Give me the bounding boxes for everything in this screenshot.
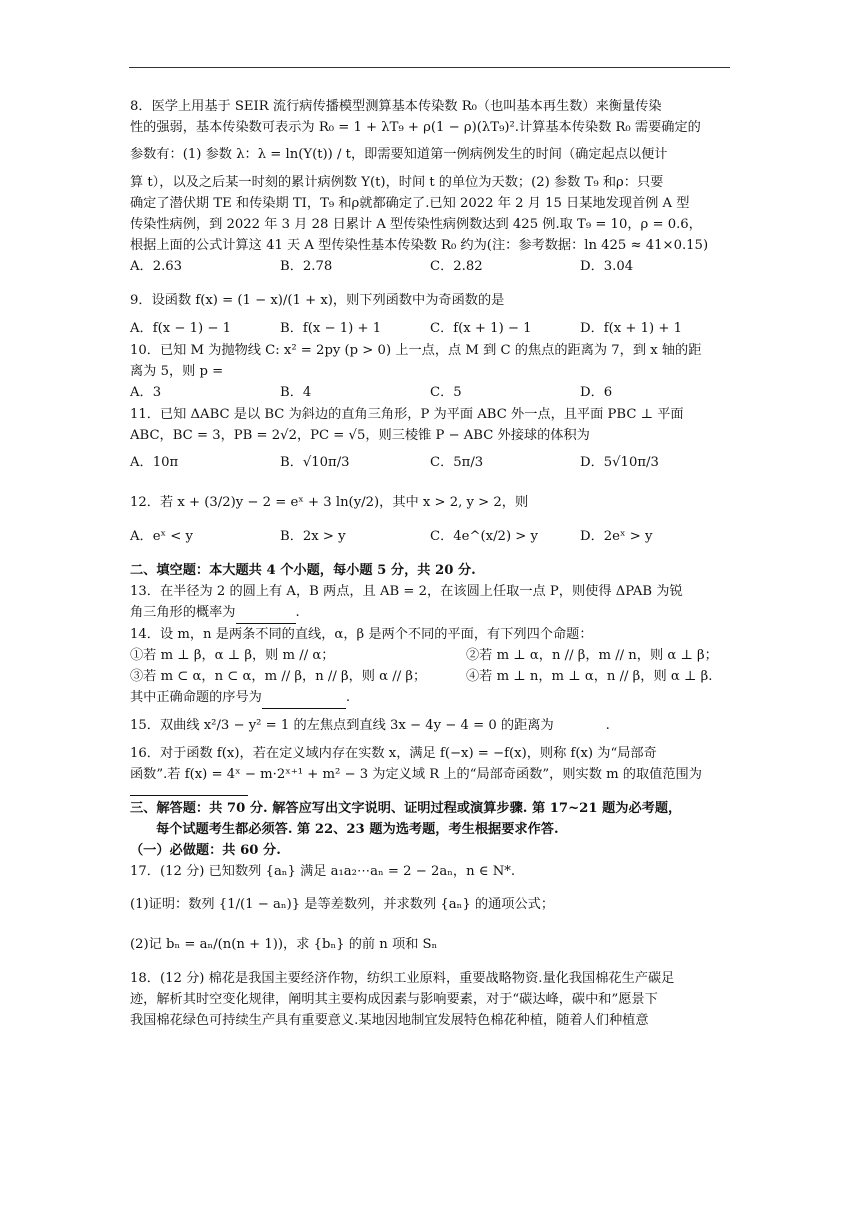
q12-option-d: D．2eˣ > y — [580, 529, 653, 544]
q17-line-3: (2)记 bₙ = aₙ/(n(n + 1))，求 {bₙ} 的前 n 项和 Sₙ — [130, 937, 438, 952]
q10-line-1: 10．已知 M 为抛物线 C: x² = 2py (p > 0) 上一点，点 M 到 C 的焦点的距离为 7，到 x 轴的距 — [130, 343, 702, 358]
q13-line-2-text: 角三角形的概率为 — [130, 605, 236, 620]
header-rule — [129, 67, 730, 68]
q15-answer-blank — [554, 709, 606, 743]
section-3-line-1: 三、解答题：共 70 分. 解答应写出文字说明、证明过程或演算步骤. 第 17~21 题为必考题， — [130, 801, 682, 816]
q14-prop-4: ④若 m ⊥ n，m ⊥ α，n // β，则 α ⊥ β. — [466, 669, 713, 684]
q10-options — [130, 382, 730, 404]
q9-option-d: D．f(x + 1) + 1 — [580, 321, 683, 336]
q8-option-d: D．3.04 — [580, 259, 634, 274]
q16-line-2: 函数”.若 f(x) = 4ˣ − m·2ˣ⁺¹ + m² − 3 为定义域 R 上的“局部奇函数”，则实数 m 的取值范围为 — [130, 767, 702, 782]
q10-line-2: 离为 5，则 p = — [130, 364, 224, 379]
question-12 — [130, 486, 730, 554]
question-15 — [130, 709, 730, 743]
q15-stem: 15．双曲线 x²/3 − y² = 1 的左焦点到直线 3x − 4y − 4 = 0 的距离为 . — [130, 709, 730, 743]
question-9 — [130, 284, 730, 340]
q13-answer-blank — [236, 602, 296, 624]
question-13 — [130, 581, 730, 624]
q11-line-2: ABC，BC = 3，PB = 2√2，PC = √5，则三棱锥 P − ABC 外接球的体积为 — [130, 428, 590, 443]
q8-line-3: 参数有：(1) 参数 λ：λ = ln(Y(t)) / t，即需要知道第一例病例发生的时间（确定起点以便计 — [130, 147, 668, 162]
q14-prop-2: ②若 m ⊥ α，n // β，m // n，则 α ⊥ β； — [466, 648, 718, 663]
q16-line-1: 16．对于函数 f(x)，若在定义域内存在实数 x，满足 f(−x) = −f(x)，则称 f(x) 为“局部奇 — [130, 746, 657, 761]
q14-prop-3: ③若 m ⊂ α，n ⊂ α，m // β，n // β，则 α // β； — [130, 669, 427, 684]
q9-option-c: C．f(x + 1) − 1 — [430, 321, 532, 336]
question-17 — [130, 861, 730, 962]
q17-line-2: (1)证明：数列 {1/(1 − aₙ)} 是等差数列，并求数列 {aₙ} 的通项公式； — [130, 897, 555, 912]
q13-line-2: 角三角形的概率为 . — [130, 602, 730, 624]
section-3-line-2: 每个试题考生都必须答. 第 22、23 题为选考题，考生根据要求作答. — [156, 822, 559, 837]
q8-option-a: A．2.63 — [130, 259, 183, 274]
q12-option-a: A．eˣ < y — [130, 529, 193, 544]
question-18 — [130, 968, 730, 1031]
q9-stem: 9．设函数 f(x) = (1 − x)/(1 + x)，则下列函数中为奇函数的是 — [130, 293, 505, 308]
q12-options — [130, 520, 730, 554]
q9-option-b: B．f(x − 1) + 1 — [280, 321, 382, 336]
q9-option-a: A．f(x − 1) − 1 — [130, 321, 231, 336]
section-2-heading: 二、填空题：本大题共 4 个小题，每小题 5 分，共 20 分. — [130, 563, 476, 578]
q14-answer-blank — [262, 687, 346, 709]
q18-line-3: 我国棉花绿色可持续生产具有重要意义.某地因地制宜发展特色棉花种植，随着人们种植意 — [130, 1013, 649, 1028]
q14-line-1: 14．设 m，n 是两条不同的直线，α，β 是两个不同的平面，有下列四个命题： — [130, 627, 593, 642]
q10-option-c: C．5 — [430, 385, 462, 400]
q16-answer-blank — [130, 785, 248, 796]
q10-option-a: A．3 — [130, 385, 162, 400]
q13-line-1: 13．在半径为 2 的圆上有 A，B 两点，且 AB = 2，在该圆上任取一点 P，则使得 ΔPAB 为锐 — [130, 584, 683, 599]
q12-stem: 12．若 x + (3/2)y − 2 = eˣ + 3 ln(y/2)，其中 x > 2, y > 2，则 — [130, 495, 529, 510]
q15-stem-text: 15．双曲线 x²/3 − y² = 1 的左焦点到直线 3x − 4y − 4 = 0 的距离为 — [130, 718, 554, 733]
q10-option-d: D．6 — [580, 385, 613, 400]
q11-options — [130, 446, 730, 480]
q9-options — [130, 318, 730, 340]
question-11 — [130, 404, 730, 480]
q8-line-2: 性的强弱，基本传染数可表示为 R₀ = 1 + λT₉ + ρ(1 − ρ)(λT₉)².计算基本传染数 R₀ 需要确定的 — [130, 120, 701, 135]
exam-page — [130, 96, 730, 1031]
section-3-heading — [130, 798, 730, 861]
question-8 — [130, 96, 730, 278]
q18-line-2: 迹，解析其时空变化规律，阐明其主要构成因素与影响要素，对于“碳达峰，碳中和”愿景下 — [130, 992, 658, 1007]
q12-option-b: B．2x > y — [280, 529, 346, 544]
q14-props-row-2 — [130, 666, 730, 687]
question-10 — [130, 340, 730, 404]
q10-option-b: B．4 — [280, 385, 312, 400]
question-16 — [130, 743, 730, 796]
q14-line-3-text: 其中正确命题的序号为 — [130, 690, 262, 705]
q8-line-6: 传染性病例，到 2022 年 3 月 28 日累计 A 型传染性病例数达到 425 例.取 T₉ = 10，ρ = 0.6， — [130, 217, 702, 232]
q17-line-1: 17．(12 分) 已知数列 {aₙ} 满足 a₁a₂⋯aₙ = 2 − 2aₙ，n ∈ N*. — [130, 864, 516, 879]
q14-prop-1: ①若 m ⊥ β，α ⊥ β，则 m // α； — [130, 648, 335, 663]
q8-option-c: C．2.82 — [430, 259, 483, 274]
q8-options — [130, 256, 730, 278]
q8-option-b: B．2.78 — [280, 259, 333, 274]
question-14 — [130, 624, 730, 709]
q12-option-c: C．4e^(x/2) > y — [430, 529, 538, 544]
section-3-line-3: （一）必做题：共 60 分. — [130, 843, 281, 858]
q8-line-7: 根据上面的公式计算这 41 天 A 型传染性基本传染数 R₀ 约为(注：参考数据：ln 425 ≈ 41×0.15) — [130, 238, 709, 253]
q11-option-d: D．5√10π/3 — [580, 455, 659, 470]
q11-option-c: C．5π/3 — [430, 455, 484, 470]
q18-line-1: 18．(12 分) 棉花是我国主要经济作物，纺织工业原料，重要战略物资.量化我国棉花生产碳足 — [130, 971, 675, 986]
q14-props-row-1 — [130, 645, 730, 666]
q8-line-5: 确定了潜伏期 TE 和传染期 TI，T₉ 和ρ就都确定了.已知 2022 年 2 月 15 日某地发现首例 A 型 — [130, 196, 690, 211]
q11-option-b: B．√10π/3 — [280, 455, 350, 470]
q11-option-a: A．10π — [130, 455, 179, 470]
q14-line-3: 其中正确命题的序号为 . — [130, 687, 730, 709]
q8-line-4: 算 t），以及之后某一时刻的累计病例数 Y(t)，时间 t 的单位为天数；(2) 参数 T₉ 和ρ：只要 — [130, 175, 664, 190]
q11-line-1: 11．已知 ΔABC 是以 BC 为斜边的直角三角形，P 为平面 ABC 外一点，且平面 PBC ⊥ 平面 — [130, 407, 684, 422]
q8-line-1: 8．医学上用基于 SEIR 流行病传播模型测算基本传染数 R₀（也叫基本再生数）来衡量传染 — [130, 99, 662, 114]
